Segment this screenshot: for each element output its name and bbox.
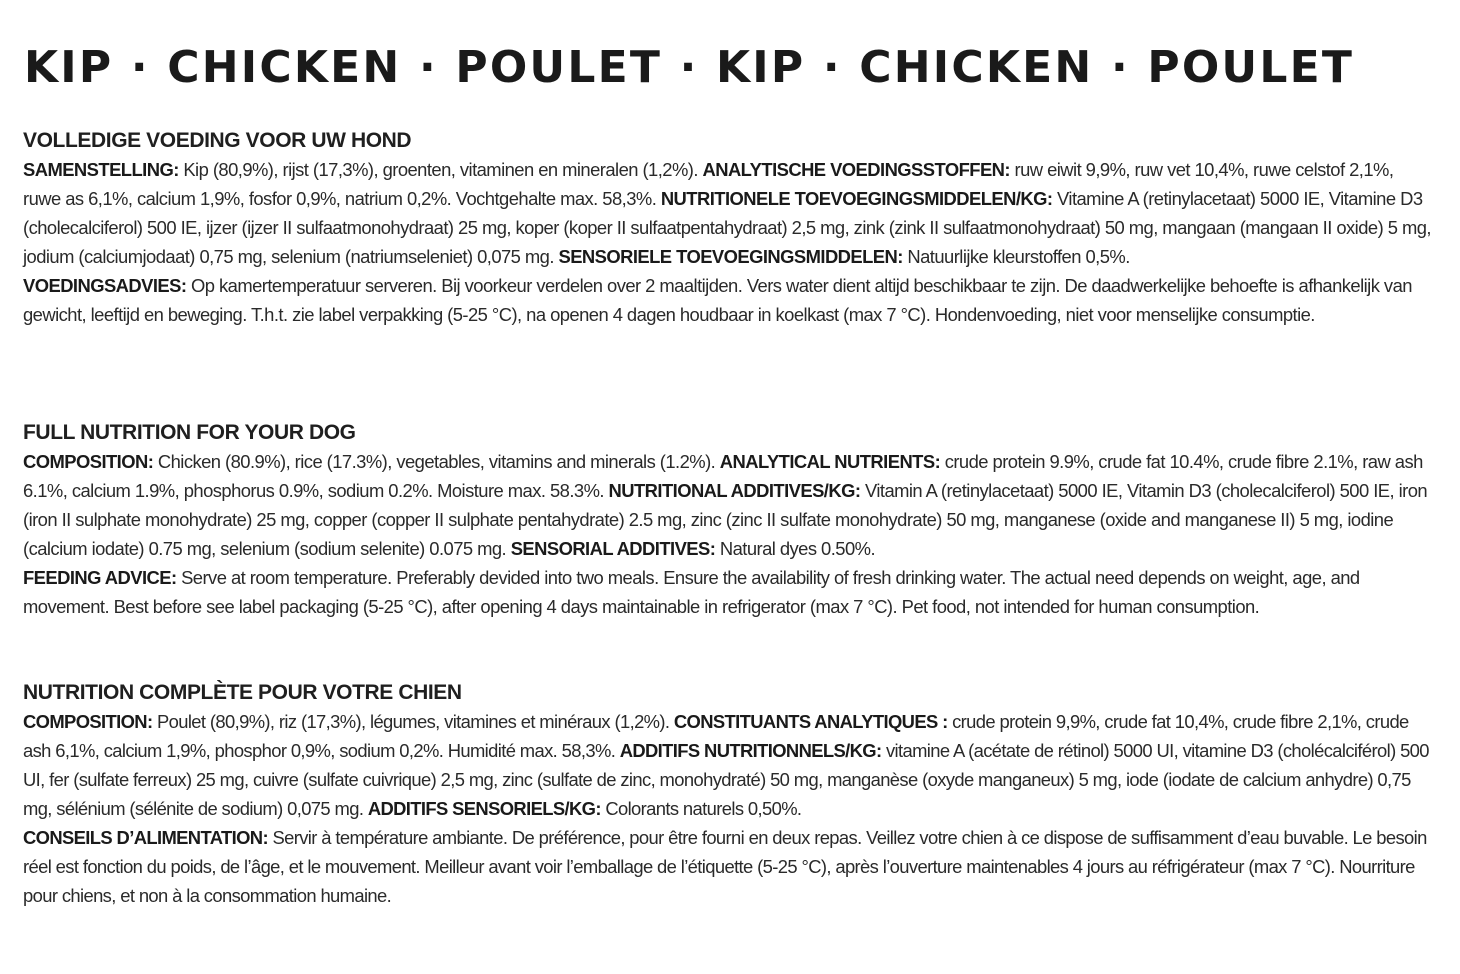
section-french — [23, 678, 1435, 910]
composition-paragraph — [23, 707, 1435, 823]
advice-text: Servir à température ambiante. De préférence, pour être fourni en deux repas. Veillez votre chien à ce dispose de suffisamment d’eau buvable. Le besoin réel est fonction du poids, de l’âge, et le mouvement. Meilleur avant voir l’emballage de l’étiquette (5-25 °C), après l’ouverture maintenables 4 jours au réfrigérateur (max 7 °C). Nourriture pour chiens, et non à la consommation humaine. — [23, 827, 1427, 906]
composition-label: COMPOSITION: — [23, 451, 154, 472]
analytical-label: ANALYTICAL NUTRIENTS: — [719, 451, 941, 472]
sensory-text: Colorants naturels 0,50%. — [600, 798, 802, 819]
analytical-text: crude protein 9,9%, crude fat 10,4%, crude fibre 2,1%, crude ash 6,1%, calcium 1,9%, phosphor 0,9%, sodium 0,2%. Humidité max. 58,3%. — [23, 711, 1409, 761]
composition-text: Chicken (80.9%), rice (17.3%), vegetables, vitamins and minerals (1.2%). — [153, 451, 720, 472]
sensory-label: ADDITIFS SENSORIELS/KG: — [367, 798, 601, 819]
product-name-banner: KIP · CHICKEN · POULET · KIP · CHICKEN · POULET — [24, 42, 1355, 93]
sensory-text: Natural dyes 0.50%. — [715, 538, 876, 559]
additives-label: ADDITIFS NUTRITIONNELS/KG: — [619, 740, 882, 761]
sensory-label: SENSORIELE TOEVOEGINGSMIDDELEN: — [558, 246, 903, 267]
advice-label: VOEDINGSADVIES: — [23, 275, 187, 296]
analytical-text: crude protein 9.9%, crude fat 10.4%, crude fibre 2.1%, raw ash 6.1%, calcium 1.9%, phosphorus 0.9%, sodium 0.2%. Moisture max. 58.3%. — [23, 451, 1423, 501]
advice-label: CONSEILS D’ALIMENTATION: — [23, 827, 268, 848]
composition-text: Kip (80,9%), rijst (17,3%), groenten, vitaminen en mineralen (1,2%). — [178, 159, 703, 180]
analytical-text: ruw eiwit 9,9%, ruw vet 10,4%, ruwe celstof 2,1%, ruwe as 6,1%, calcium 1,9%, fosfor 0,9%, natrium 0,2%. Vochtgehalte max. 58,3%. — [23, 159, 1394, 209]
section-heading: NUTRITION COMPLÈTE POUR VOTRE CHIEN — [23, 681, 462, 704]
analytical-label: ANALYTISCHE VOEDINGSSTOFFEN: — [702, 159, 1010, 180]
composition-paragraph — [23, 447, 1435, 563]
analytical-label: CONSTITUANTS ANALYTIQUES : — [673, 711, 948, 732]
sensory-text: Natuurlijke kleurstoffen 0,5%. — [902, 246, 1130, 267]
composition-text: Poulet (80,9%), riz (17,3%), légumes, vitamines et minéraux (1,2%). — [152, 711, 674, 732]
composition-label: COMPOSITION: — [23, 711, 153, 732]
advice-text: Op kamertemperatuur serveren. Bij voorkeur verdelen over 2 maaltijden. Vers water dient altijd beschikbaar te zijn. De daadwerkelijke behoefte is afhankelijk van gewicht, leeftijd en beweging. T.h.t. zie label verpakking (5-25 °C), na openen 4 dagen houdbaar in koelkast (max 7 °C). Hondenvoeding, niet voor menselijke consumptie. — [23, 275, 1412, 325]
composition-paragraph — [23, 155, 1435, 271]
feeding-advice-paragraph — [23, 823, 1435, 910]
section-english — [23, 418, 1435, 621]
additives-label: NUTRITIONELE TOEVOEGINGSMIDDELEN/KG: — [660, 188, 1053, 209]
section-heading: FULL NUTRITION FOR YOUR DOG — [23, 421, 356, 444]
composition-label: SAMENSTELLING: — [23, 159, 179, 180]
additives-text: Vitamine A (retinylacetaat) 5000 IE, Vitamine D3 (cholecalciferol) 500 IE, ijzer (ijzer II sulfaatmonohydraat) 25 mg, koper (koper II sulfaatpentahydraat) 2,5 mg, zink (zink II sulfaatmonohydraat) 50 mg, mangaan (mangaan II oxide) 5 mg, jodium (calciumjodaat) 0,75 mg, selenium (natriumseleniet) 0,075 mg. — [23, 188, 1431, 267]
feeding-advice-paragraph — [23, 563, 1435, 621]
additives-label: NUTRITIONAL ADDITIVES/KG: — [608, 480, 861, 501]
advice-text: Serve at room temperature. Preferably devided into two meals. Ensure the availability of fresh drinking water. The actual need depends on weight, age, and movement. Best before see label packaging (5-25 °C), after opening 4 days maintainable in refrigerator (max 7 °C). Pet food, not intended for human consumption. — [23, 567, 1360, 617]
feeding-advice-paragraph — [23, 271, 1435, 329]
section-heading: VOLLEDIGE VOEDING VOOR UW HOND — [23, 129, 412, 152]
section-dutch — [23, 126, 1435, 329]
sensory-label: SENSORIAL ADDITIVES: — [510, 538, 716, 559]
additives-text: vitamine A (acétate de rétinol) 5000 UI, vitamine D3 (cholécalciférol) 500 UI, fer (sulfate ferreux) 25 mg, cuivre (sulfate cuivrique) 2,5 mg, zinc (sulfate de zinc, monohydraté) 50 mg, manganèse (oxyde manganeux) 5 mg, iode (iodate de calcium anhydre) 0,75 mg, sélénium (sélénite de sodium) 0,075 mg. — [23, 740, 1429, 819]
additives-text: Vitamin A (retinylacetaat) 5000 IE, Vitamin D3 (cholecalciferol) 500 IE, iron (iron II sulphate monohydrate) 25 mg, copper (copper II sulphate pentahydrate) 2.5 mg, zinc (zinc II sulfate monohydrate) 50 mg, manganese (oxide and manganese II) 5 mg, iodine (calcium iodate) 0.75 mg, selenium (sodium selenite) 0.075 mg. — [23, 480, 1428, 559]
advice-label: FEEDING ADVICE: — [23, 567, 177, 588]
